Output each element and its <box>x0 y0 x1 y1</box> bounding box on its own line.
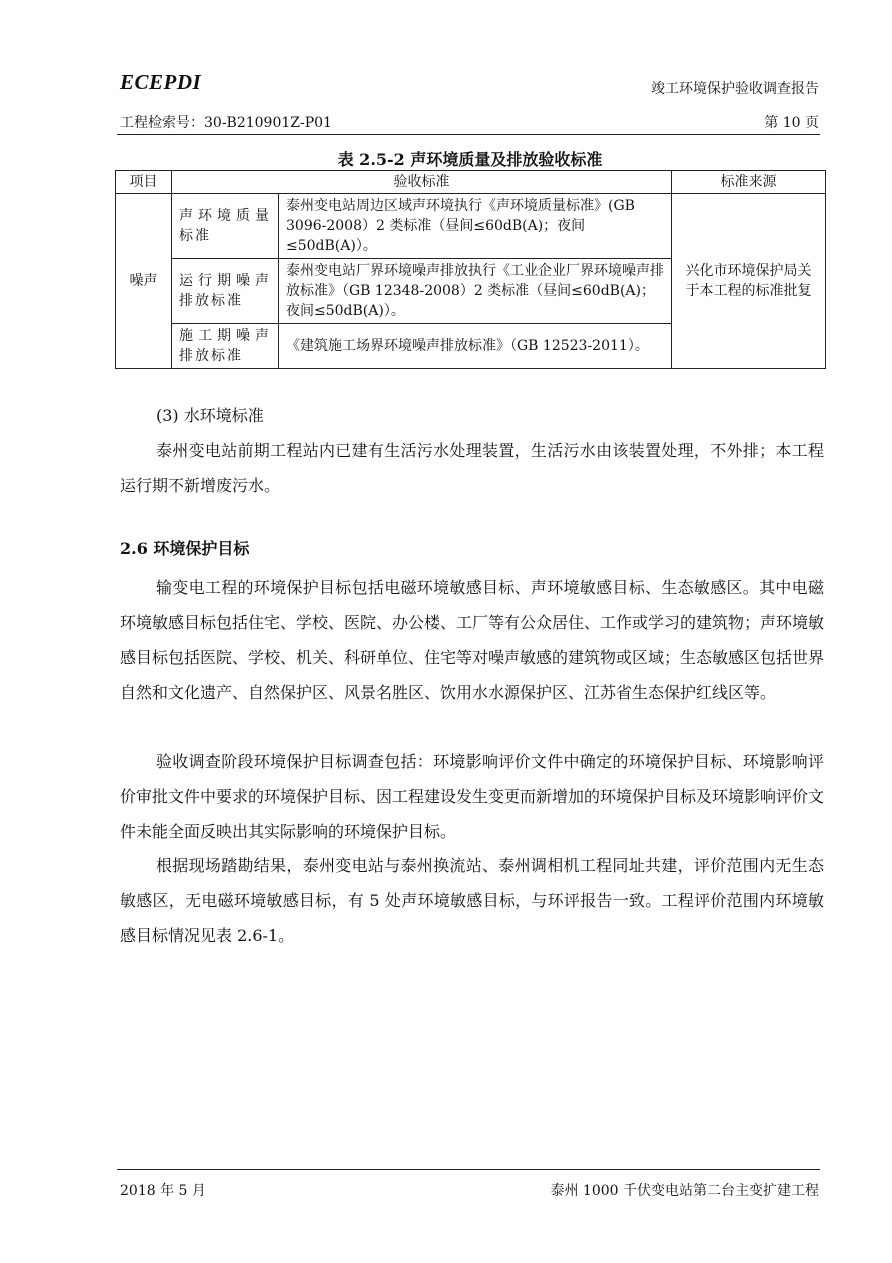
footer-date: 2018 年 5 月 <box>120 1183 206 1199</box>
standard-text: 《建筑施工场界环境噪声排放标准》（GB 12523-2011）。 <box>279 324 672 369</box>
source-cell: 兴化市环境保护局关于本工程的标准批复 <box>672 194 826 369</box>
standard-name: 运行期噪声排放标准 <box>172 259 279 324</box>
item-cell: 噪声 <box>116 194 172 369</box>
page-number: 第 10 页 <box>764 115 819 131</box>
table-caption: 表 2.5-2 声环境质量及排放验收标准 <box>337 150 603 169</box>
standard-name: 施工期噪声排放标准 <box>172 324 279 369</box>
header-divider <box>117 134 820 135</box>
company-logo: ECEPDI <box>120 70 202 94</box>
standard-text: 泰州变电站周边区域声环境执行《声环境质量标准》(GB 3096-2008）2 类标准（昼间≤60dB(A)；夜间≤50dB(A)）。 <box>279 194 672 259</box>
header-source: 标准来源 <box>672 171 826 194</box>
report-title: 竣工环境保护验收调查报告 <box>651 81 819 97</box>
water-heading: (3) 水环境标准 <box>156 406 264 425</box>
water-paragraph: 泰州变电站前期工程站内已建有生活污水处理装置，生活污水由该装置处理，不外排；本工程运行期不新增废污水。 <box>120 441 824 495</box>
paragraph-findings: 根据现场踏勘结果，泰州变电站与泰州换流站、泰州调相机工程同址共建，评价范围内无生态敏感区，无电磁环境敏感目标，有 5 处声环境敏感目标，与环评报告一致。工程评价范围内环境敏感目标情况见表 2.6-1。 <box>120 856 824 945</box>
noise-standards-table <box>115 170 826 369</box>
table-row <box>116 194 826 259</box>
table-header-row <box>116 171 826 194</box>
header-standard: 验收标准 <box>172 171 672 194</box>
project-code: 工程检索号：30-B210901Z-P01 <box>120 115 332 131</box>
standard-text: 泰州变电站厂界环境噪声排放执行《工业企业厂界环境噪声排放标准》（GB 12348-2008）2 类标准（昼间≤60dB(A)；夜间≤50dB(A)）。 <box>279 259 672 324</box>
footer-divider <box>117 1169 820 1170</box>
page-footer <box>120 1180 819 1200</box>
header-item: 项目 <box>116 171 172 194</box>
paragraph-survey: 验收调查阶段环境保护目标调查包括：环境影响评价文件中确定的环境保护目标、环境影响评价审批文件中要求的环境保护目标、因工程建设发生变更而新增加的环境保护目标及环境影响评价文件未能全面反映出其实际影响的环境保护目标。 <box>120 752 825 841</box>
section-heading: 2.6 环境保护目标 <box>120 539 250 558</box>
paragraph-targets: 输变电工程的环境保护目标包括电磁环境敏感目标、声环境敏感目标、生态敏感区。其中电磁环境敏感目标包括住宅、学校、医院、办公楼、工厂等有公众居住、工作或学习的建筑物；声环境敏感目标包括医院、学校、机关、科研单位、住宅等对噪声敏感的建筑物或区域；生态敏感区包括世界自然和文化遗产、自然保护区、风景名胜区、饮用水水源保护区、江苏省生态保护红线区等。 <box>120 578 825 702</box>
standard-name: 声环境质量标准 <box>172 194 279 259</box>
footer-project: 泰州 1000 千伏变电站第二台主变扩建工程 <box>550 1183 819 1199</box>
header-meta <box>120 112 819 132</box>
